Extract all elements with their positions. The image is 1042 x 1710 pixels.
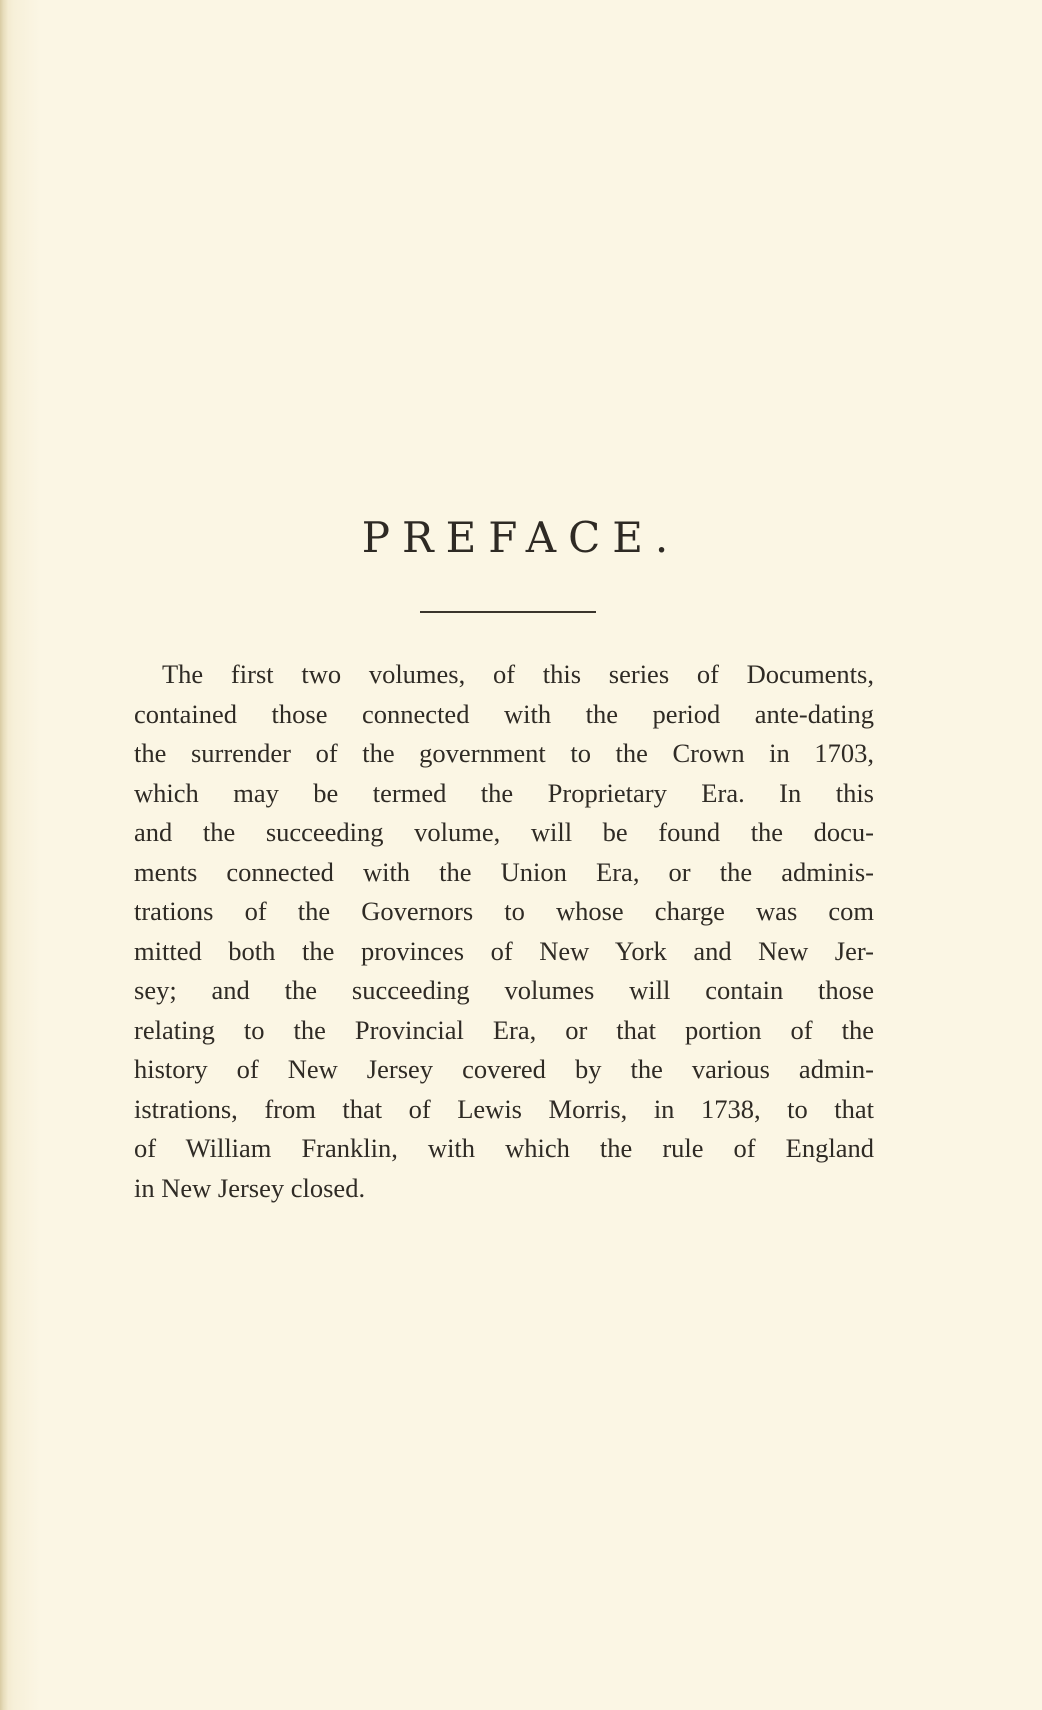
paragraph-line: relating to the Provincial Era, or that portion of the	[134, 1014, 874, 1045]
paragraph-line: sey; and the succeeding volumes will contain those	[134, 975, 874, 1005]
paragraph-line: ments connected with the Union Era, or the adminis-	[134, 856, 874, 887]
paragraph-line: trations of the Governors to whose charge was com	[134, 896, 874, 926]
paragraph-line: history of New Jersey covered by the various admin-	[134, 1054, 874, 1084]
paragraph-line: istrations, from that of Lewis Morris, in 1738, to that	[134, 1093, 874, 1124]
page-binding-edge	[0, 0, 8, 1710]
paragraph-line: of William Franklin, with which the rule of England	[134, 1133, 874, 1163]
paragraph-line: contained those connected with the period ante-dating	[134, 698, 874, 729]
heading-rule	[420, 611, 596, 613]
paragraph-line: the surrender of the government to the Crown in 1703,	[134, 738, 874, 768]
preface-paragraph	[134, 655, 874, 1208]
paragraph-line: in New Jersey closed.	[134, 1172, 366, 1203]
paragraph-line: The first two volumes, of this series of Documents,	[162, 659, 874, 689]
page-heading: PREFACE.	[361, 513, 681, 562]
paragraph-line: and the succeeding volume, will be found the docu-	[134, 817, 874, 847]
paragraph-line: mitted both the provinces of New York and New Jer-	[134, 935, 874, 966]
paragraph-line: which may be termed the Proprietary Era. In this	[134, 777, 874, 808]
